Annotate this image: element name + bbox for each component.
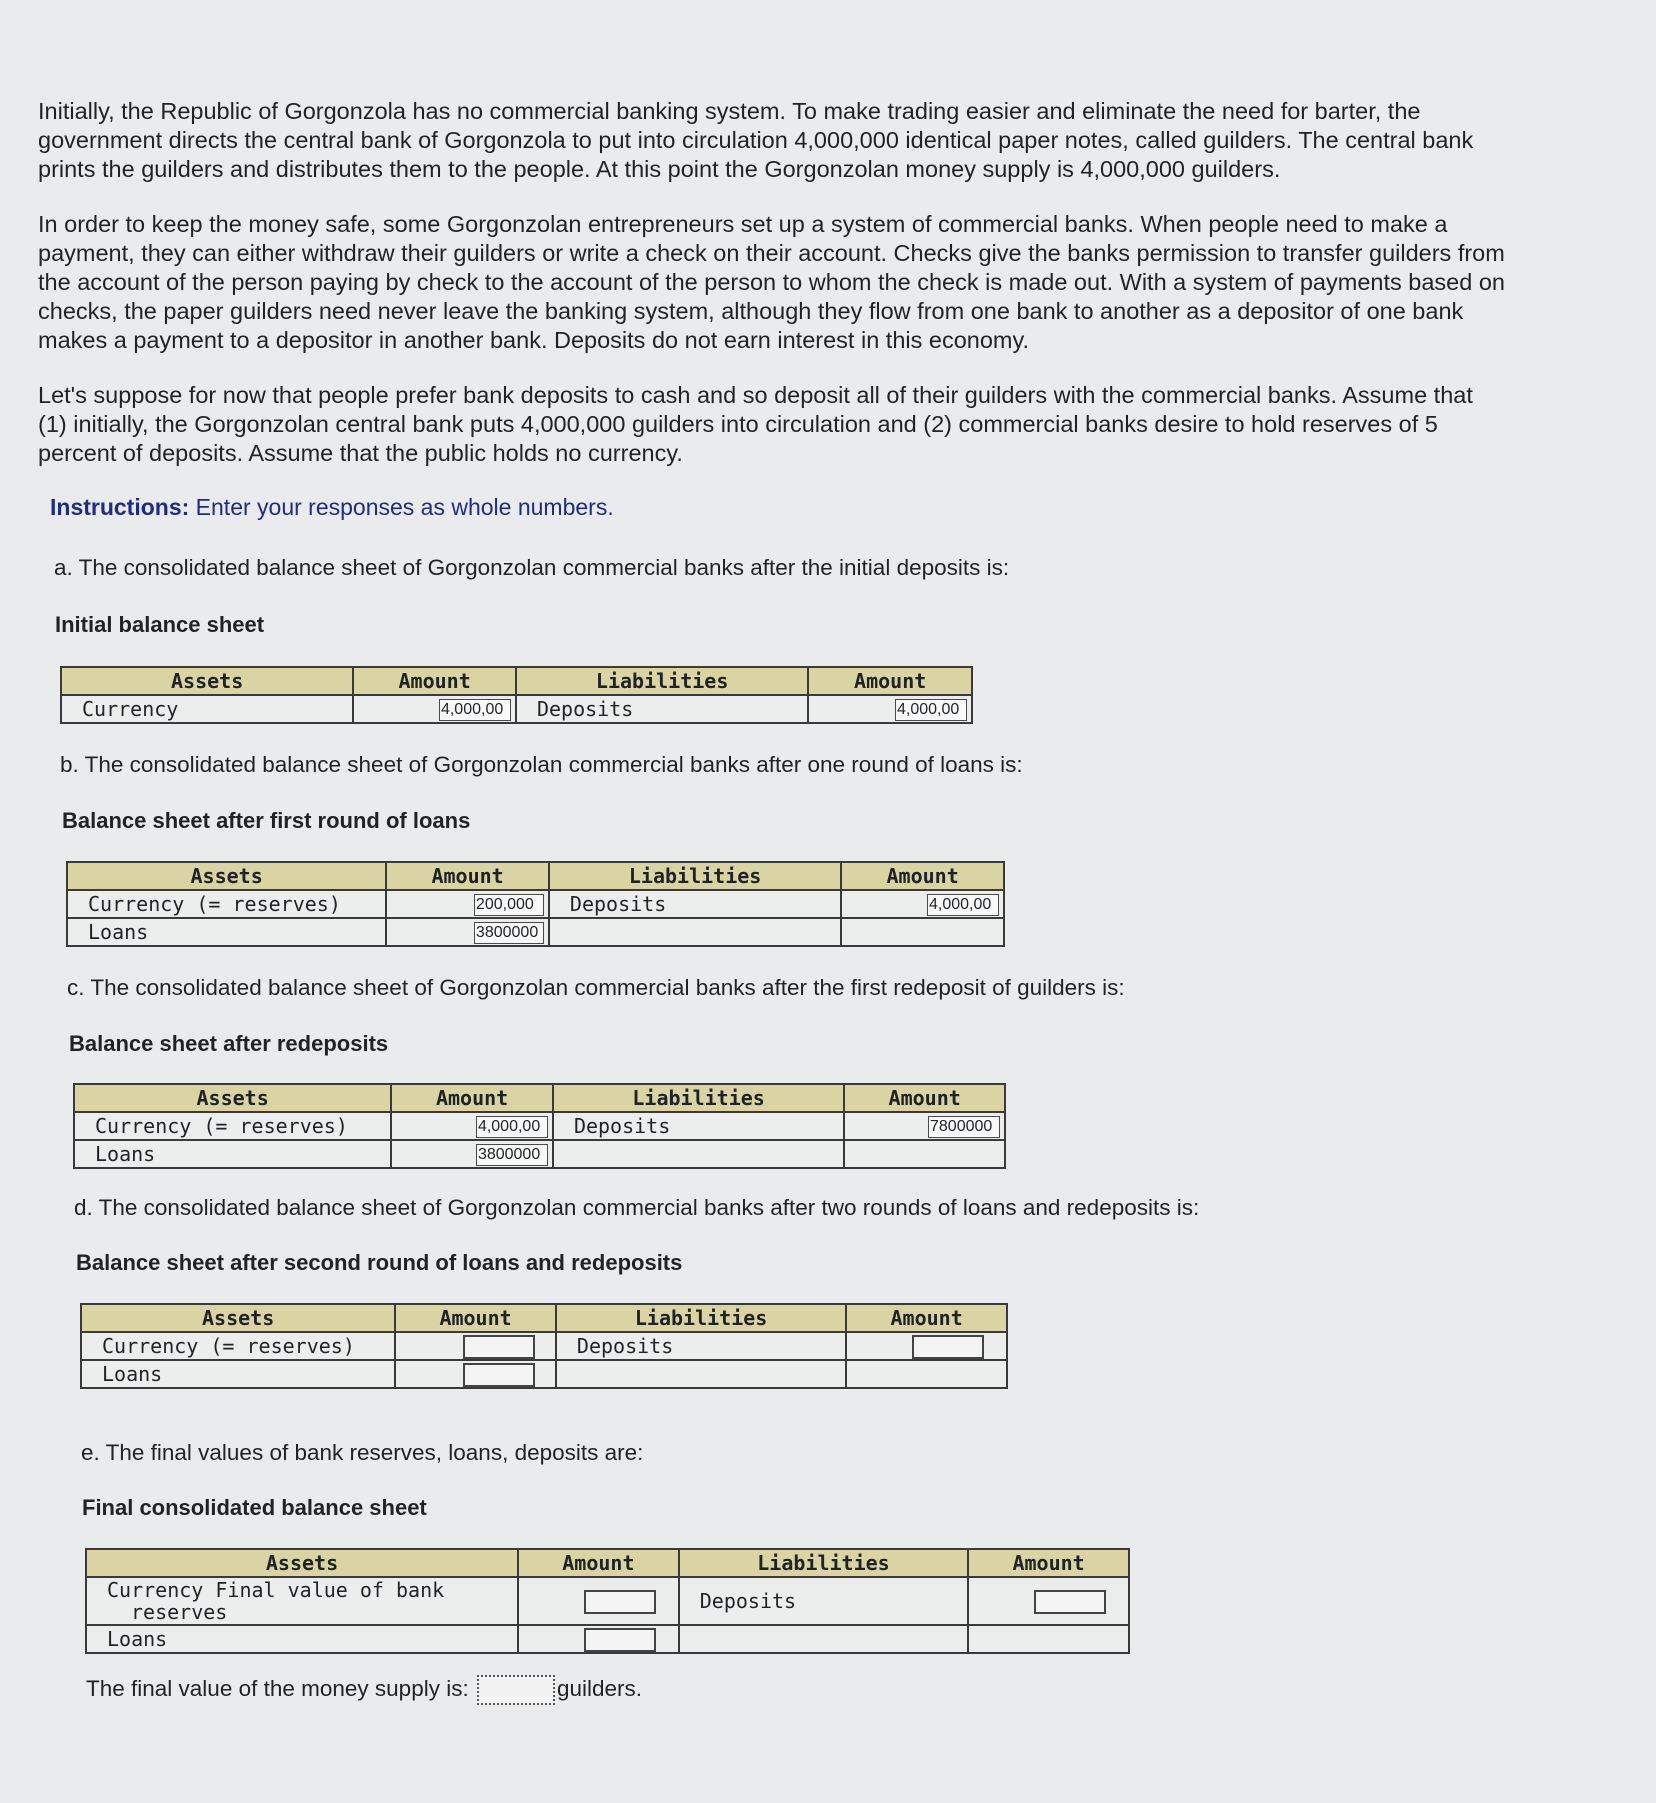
header-amount: Amount (391, 1084, 553, 1112)
header-row (67, 862, 1004, 890)
header-row (61, 667, 972, 695)
currency-amount-input[interactable] (463, 1335, 535, 1359)
asset-label: Currency (= reserves) (67, 890, 386, 918)
asset-label: Currency (61, 695, 353, 723)
table-row (81, 1360, 1007, 1388)
sheet-title-a: Initial balance sheet (55, 612, 265, 637)
header-row (86, 1549, 1129, 1577)
question-b: b. The consolidated balance sheet of Gorgonzolan commercial banks after one round of loans is: (60, 752, 1023, 777)
table-row (67, 890, 1004, 918)
money-supply-unit: guilders. (556, 1675, 643, 1701)
asset-label-line-1: Currency Final value of bank (107, 1578, 445, 1602)
liability-label: Deposits (549, 890, 841, 918)
header-amount: Amount (353, 667, 516, 695)
currency-amount-input[interactable]: 200,000 (474, 894, 544, 916)
instructions (50, 494, 614, 521)
table-row (61, 695, 972, 723)
header-liabilities: Liabilities (556, 1304, 846, 1332)
header-amount: Amount (841, 862, 1004, 890)
liability-label: Deposits (516, 695, 808, 723)
table-row (81, 1332, 1007, 1360)
header-assets: Assets (61, 667, 353, 695)
header-amount: Amount (808, 667, 972, 695)
sheet-title-e: Final consolidated balance sheet (82, 1495, 427, 1520)
table-row (74, 1112, 1005, 1140)
sheet-title-d: Balance sheet after second round of loans and redeposits (76, 1250, 683, 1275)
asset-label-line-2: reserves (131, 1600, 228, 1624)
reserves-amount-input[interactable] (584, 1590, 656, 1614)
asset-label: Currency (= reserves) (81, 1332, 395, 1360)
money-supply-input[interactable] (477, 1675, 555, 1705)
loans-amount-input[interactable] (463, 1363, 535, 1387)
intro-paragraph-2: In order to keep the money safe, some Gorgonzolan entrepreneurs set up a system of commercial banks. When people need to make a payment, they can either withdraw their guilders or write a check on their account. Checks give the banks permission to transfer guilders from the account of the person paying by check to the account of the person to whom the check is made out. With a system of payments based on checks, the paper guilders need never leave the banking system, although they flow from one bank to another as a depositor of one bank makes a payment to a depositor in another bank. Deposits do not earn interest in this economy. (38, 211, 1505, 353)
asset-label: Loans (86, 1625, 518, 1653)
header-liabilities: Liabilities (553, 1084, 844, 1112)
table-row (67, 918, 1004, 946)
table-row (86, 1625, 1129, 1653)
liability-label: Deposits (556, 1332, 846, 1360)
loans-amount-input[interactable]: 3800000 (474, 922, 544, 944)
header-assets: Assets (67, 862, 386, 890)
header-amount: Amount (846, 1304, 1007, 1332)
question-e: e. The final values of bank reserves, loans, deposits are: (81, 1440, 644, 1465)
money-supply-label: The final value of the money supply is: (86, 1675, 469, 1701)
header-liabilities: Liabilities (516, 667, 808, 695)
instructions-text: Enter your responses as whole numbers. (189, 494, 614, 520)
header-liabilities: Liabilities (549, 862, 841, 890)
deposits-amount-input[interactable]: 4,000,00 (927, 894, 999, 916)
balance-sheet-c (73, 1083, 1006, 1169)
header-assets: Assets (74, 1084, 391, 1112)
asset-label (86, 1577, 518, 1625)
deposits-amount-input[interactable] (912, 1335, 984, 1359)
sheet-title-c: Balance sheet after redeposits (69, 1031, 389, 1056)
loans-amount-input[interactable]: 3800000 (476, 1144, 548, 1166)
header-row (81, 1304, 1007, 1332)
question-a: a. The consolidated balance sheet of Gorgonzolan commercial banks after the initial deposits is: (54, 555, 1010, 580)
balance-sheet-a (60, 666, 973, 724)
header-liabilities: Liabilities (679, 1549, 968, 1577)
money-supply-line (86, 1675, 642, 1705)
header-assets: Assets (86, 1549, 518, 1577)
currency-amount-input[interactable]: 4,000,00 (439, 699, 511, 721)
balance-sheet-d (80, 1303, 1008, 1389)
balance-sheet-e (85, 1548, 1130, 1654)
question-c: c. The consolidated balance sheet of Gorgonzolan commercial banks after the first redeposit of guilders is: (67, 975, 1125, 1000)
intro-paragraph-1: Initially, the Republic of Gorgonzola has no commercial banking system. To make trading easier and eliminate the need for barter, the government directs the central bank of Gorgonzola to put into circulation 4,000,000 identical paper notes, called guilders. The central bank prints the guilders and distributes them to the people. At this point the Gorgonzolan money supply is 4,000,000 guilders. (38, 98, 1474, 182)
header-amount: Amount (518, 1549, 679, 1577)
deposits-amount-input[interactable]: 4,000,00 (895, 699, 967, 721)
header-amount: Amount (395, 1304, 556, 1332)
asset-label: Loans (67, 918, 386, 946)
asset-label: Loans (74, 1140, 391, 1168)
loans-amount-input[interactable] (584, 1628, 656, 1652)
instructions-label: Instructions: (50, 494, 190, 520)
liability-label: Deposits (679, 1577, 968, 1625)
header-row (74, 1084, 1005, 1112)
table-row (86, 1577, 1129, 1625)
table-row (74, 1140, 1005, 1168)
deposits-amount-input[interactable] (1034, 1590, 1106, 1614)
sheet-title-b: Balance sheet after first round of loans (62, 808, 471, 833)
header-assets: Assets (81, 1304, 395, 1332)
asset-label: Currency (= reserves) (74, 1112, 391, 1140)
header-amount: Amount (386, 862, 549, 890)
balance-sheet-b (66, 861, 1005, 947)
currency-amount-input[interactable]: 4,000,00 (476, 1116, 548, 1138)
question-d: d. The consolidated balance sheet of Gorgonzolan commercial banks after two rounds of loans and redeposits is: (74, 1195, 1200, 1220)
asset-label: Loans (81, 1360, 395, 1388)
intro-paragraph-3: Let's suppose for now that people prefer bank deposits to cash and so deposit all of their guilders with the commercial banks. Assume that (1) initially, the Gorgonzolan central bank puts 4,000,000 guilders into circulation and (2) commercial banks desire to hold reserves of 5 percent of deposits. Assume that the public holds no currency. (38, 382, 1473, 466)
header-amount: Amount (968, 1549, 1129, 1577)
liability-label: Deposits (553, 1112, 844, 1140)
header-amount: Amount (844, 1084, 1005, 1112)
deposits-amount-input[interactable]: 7800000 (928, 1116, 1000, 1138)
